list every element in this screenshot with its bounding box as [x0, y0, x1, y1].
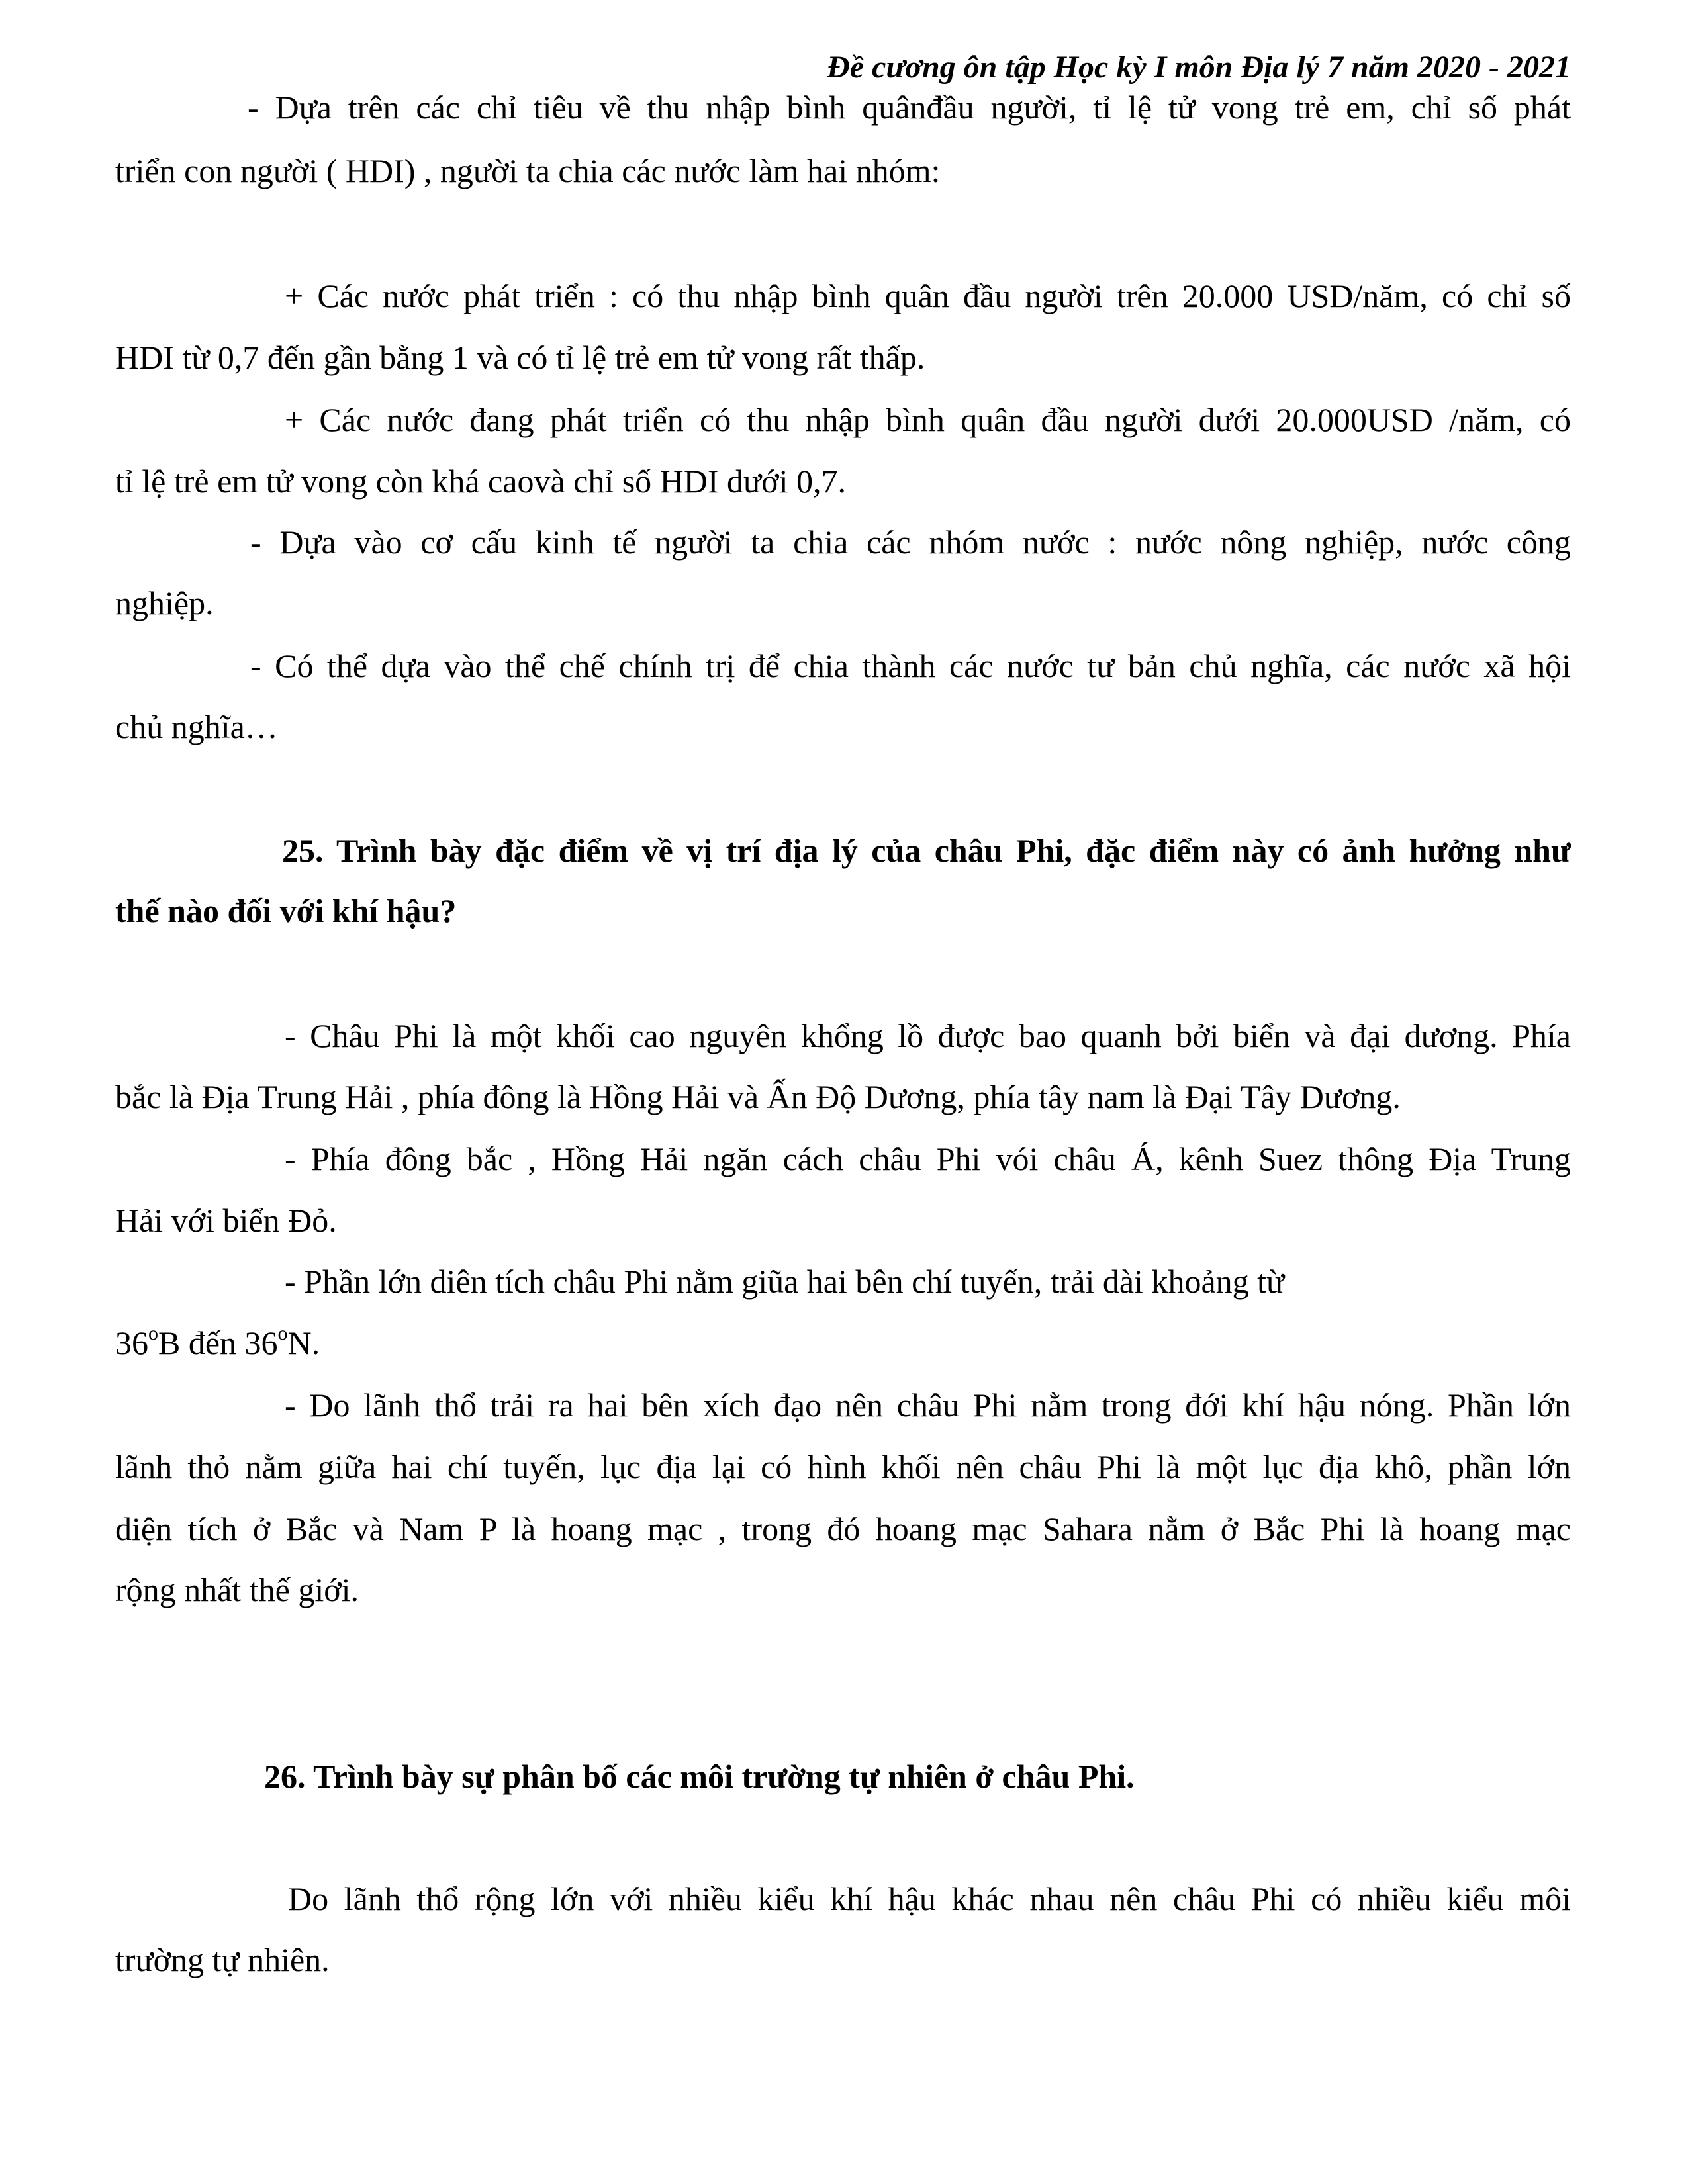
paragraph-line: lãnh thỏ nằm giữa hai chí tuyến, lục địa lại có hình khối nên châu Phi là một lục địa khô, phần lớn	[115, 1448, 1571, 1485]
question-26-heading: 26. Trình bày sự phân bố các môi trường tự nhiên ở châu Phi.	[264, 1758, 1135, 1795]
paragraph-line: - Dựa trên các chỉ tiêu về thu nhập bình quânđầu người, tỉ lệ tử vong trẻ em, chỉ số phát	[248, 89, 1571, 126]
paragraph-line: trường tự nhiên.	[115, 1941, 330, 1978]
paragraph-line: - Phần lớn diên tích châu Phi nằm giũa hai bên chí tuyến, trải dài khoảng từ	[285, 1263, 1285, 1300]
lat-text: B đến 36	[158, 1324, 278, 1361]
lat-text: N.	[287, 1324, 320, 1361]
question-25-heading: 25. Trình bày đặc điểm về vị trí địa lý của châu Phi, đặc điểm này có ảnh hưởng như	[282, 832, 1571, 869]
degree-mark: o	[148, 1322, 158, 1344]
paragraph-line: triển con người ( HDI) , người ta chia các nước làm hai nhóm:	[115, 152, 941, 189]
paragraph-line: bắc là Địa Trung Hải , phía đông là Hồng Hải và Ấn Độ Dương, phía tây nam là Đại Tây Dương.	[115, 1078, 1401, 1115]
paragraph-line: - Có thể dựa vào thể chế chính trị để chia thành các nước tư bản chủ nghĩa, các nước xã hội	[250, 647, 1571, 684]
degree-mark: o	[277, 1322, 288, 1344]
paragraph-line: + Các nước đang phát triển có thu nhập bình quân đầu người dưới 20.000USD /năm, có	[285, 401, 1571, 438]
paragraph-line: nghiệp.	[115, 584, 214, 621]
question-25-heading: thế nào đối với khí hậu?	[115, 892, 457, 929]
paragraph-line: Hải với biển Đỏ.	[115, 1202, 337, 1239]
paragraph-line: - Dựa vào cơ cấu kinh tế người ta chia các nhóm nước : nước nông nghiệp, nước công	[250, 523, 1571, 561]
latitude-line	[115, 1323, 1571, 1363]
lat-value: 36	[115, 1324, 148, 1361]
page-header-title: Đề cương ôn tập Học kỳ I môn Địa lý 7 năm 2020 - 2021	[827, 50, 1571, 85]
paragraph-line: diện tích ở Bắc và Nam P là hoang mạc , trong đó hoang mạc Sahara nằm ở Bắc Phi là hoang mạc	[115, 1510, 1571, 1547]
paragraph-line: HDI từ 0,7 đến gần bằng 1 và có tỉ lệ trẻ em tử vong rất thấp.	[115, 339, 925, 376]
paragraph-line: - Châu Phi là một khối cao nguyên khổng lồ được bao quanh bởi biển và đại dương. Phía	[285, 1017, 1571, 1054]
paragraph-line: Do lãnh thổ rộng lớn với nhiều kiểu khí hậu khác nhau nên châu Phi có nhiều kiểu môi	[288, 1880, 1571, 1917]
paragraph-line: - Phía đông bắc , Hồng Hải ngăn cách châu Phi vói châu Á, kênh Suez thông Địa Trung	[285, 1140, 1571, 1177]
paragraph-line: tỉ lệ trẻ em tử vong còn khá caovà chỉ số HDI dưới 0,7.	[115, 463, 846, 500]
paragraph-line: rộng nhất thế giới.	[115, 1571, 359, 1608]
paragraph-line: + Các nước phát triển : có thu nhập bình quân đầu người trên 20.000 USD/năm, có chỉ số	[285, 277, 1571, 314]
paragraph-line: - Do lãnh thổ trải ra hai bên xích đạo nên châu Phi nằm trong đới khí hậu nóng. Phần lớn	[285, 1387, 1571, 1424]
paragraph-line: chủ nghĩa…	[115, 708, 278, 745]
